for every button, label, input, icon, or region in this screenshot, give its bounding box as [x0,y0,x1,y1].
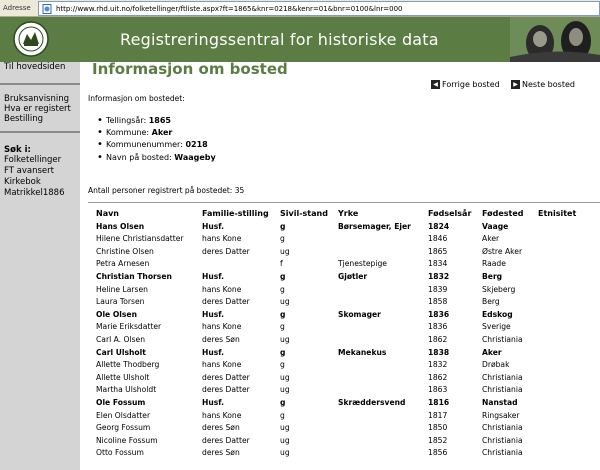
cell-sivil-stand: ug [280,385,290,395]
cell-navn: Ole Olsen [96,309,137,319]
site-header [0,17,600,62]
cell-fodested: Nanstad [482,397,518,407]
cell-navn: Martha Ulsholdt [96,385,157,395]
prev-bosted-label: Forrige bosted [442,79,500,89]
site-title: Registreringssentral for historiske data [120,30,439,49]
column-header-familie-stilling: Familie-stilling [202,209,269,218]
cell-familie-stilling: deres Datter [202,435,250,445]
cell-yrke: Gjøtler [338,271,368,281]
cell-fodselsar: 1824 [428,221,450,231]
cell-familie-stilling: Husf. [202,397,225,407]
cell-fodested: Østre Aker [482,246,523,256]
sidebar-divider [0,131,80,133]
cell-sivil-stand: ug [280,334,290,344]
sidebar [0,62,80,470]
cell-navn: Hans Olsen [96,221,145,231]
sidebar-link-ft-avansert[interactable]: FT avansert [4,166,54,176]
cell-familie-stilling: deres Søn [202,334,240,344]
cell-fodested: Christiania [482,334,523,344]
cell-sivil-stand: g [280,221,286,231]
cell-fodested: Edskog [482,309,513,319]
cell-fodselsar: 1862 [428,372,448,382]
cell-fodselsar: 1832 [428,271,450,281]
cell-navn: Heline Larsen [96,284,148,294]
info-item: • Tellingsår: 1865 [106,116,216,128]
cell-familie-stilling: hans Kone [202,234,242,244]
cell-navn: Otto Fossum [96,448,144,458]
cell-yrke: Mekanekus [338,347,387,357]
sidebar-link-bruksanvisning[interactable]: Bruksanvisning [4,94,70,104]
cell-fodested: Aker [482,234,500,244]
cell-fodselsar: 1862 [428,334,448,344]
cell-fodselsar: 1836 [428,309,450,319]
column-header-yrke: Yrke [338,209,359,218]
cell-fodselsar: 1863 [428,385,448,395]
cell-fodselsar: 1852 [428,435,448,445]
cell-sivil-stand: ug [280,246,290,256]
next-bosted-button[interactable] [511,78,575,90]
sidebar-link-folketellinger[interactable]: Folketellinger [4,155,62,165]
cell-fodested: Christiania [482,372,523,382]
cell-fodested: Christiania [482,448,523,458]
cell-fodested: Christiania [482,385,523,395]
cell-navn: Nicoline Fossum [96,435,158,445]
page-icon [42,4,52,14]
info-item: • Kommune: Aker [106,128,216,140]
cell-sivil-stand: ug [280,448,290,458]
cell-familie-stilling: hans Kone [202,322,242,332]
cell-fodested: Berg [482,297,500,307]
column-header-sivil-stand: Sivil-stand [280,209,328,218]
cell-fodested: Berg [482,271,503,281]
cell-fodselsar: 1839 [428,284,448,294]
address-bar [0,0,600,17]
info-intro: Informasjon om bostedet: [88,94,185,103]
sidebar-link-kirkebok[interactable]: Kirkebok [4,177,41,187]
cell-navn: Marie Eriksdatter [96,322,162,332]
page-title: Informasjon om bosted [92,60,288,78]
cell-navn: Allette Ulsholt [96,372,150,382]
cell-sivil-stand: ug [280,423,290,433]
cell-fodested: Christiania [482,435,523,445]
column-header-fodested: Fødested [482,209,524,218]
sidebar-link-home[interactable]: Til hovedsiden [4,62,66,72]
arrow-left-icon: ◀ [431,80,440,89]
cell-fodselsar: 1816 [428,397,450,407]
info-item: • Kommunenummer: 0218 [106,140,216,152]
divider [88,202,600,203]
person-count: Antall personer registrert på bostedet: 35 [88,186,245,195]
cell-familie-stilling: deres Søn [202,448,240,458]
sidebar-link-matrikkel[interactable]: Matrikkel1886 [4,188,65,198]
sidebar-search-title: Søk i: [4,145,31,155]
info-list [106,116,216,165]
cell-familie-stilling: hans Kone [202,284,242,294]
address-url: http://www.rhd.uit.no/folketellinger/ftliste.aspx?ft=1865&knr=0218&kenr=01&bnr=0100&lnr=000 [56,5,403,13]
cell-fodested: Drøbak [482,360,510,370]
cell-sivil-stand: g [280,234,285,244]
sidebar-link-hva-er-registert[interactable]: Hva er registert [4,104,71,114]
cell-sivil-stand: g [280,322,285,332]
column-header-fodselsar: Fødselsår [428,209,472,218]
cell-fodested: Sverige [482,322,511,332]
cell-sivil-stand: ug [280,435,290,445]
cell-familie-stilling: deres Datter [202,297,250,307]
arrow-right-icon: ▶ [511,80,520,89]
column-header-navn: Navn [96,209,120,218]
cell-fodested: Aker [482,347,502,357]
cell-fodselsar: 1836 [428,322,448,332]
cell-sivil-stand: ug [280,372,290,382]
cell-yrke: Skræddersvend [338,397,406,407]
cell-yrke: Tjenestepige [338,259,387,269]
cell-fodselsar: 1832 [428,360,448,370]
cell-navn: Carl A. Olsen [96,334,146,344]
cell-yrke: Børsemager, Ejer [338,221,411,231]
cell-sivil-stand: g [280,284,285,294]
cell-familie-stilling: Husf. [202,309,225,319]
cell-familie-stilling: Husf. [202,347,225,357]
cell-navn: Hilene Christiansdatter [96,234,184,244]
cell-navn: Christian Thorsen [96,271,172,281]
cell-familie-stilling: Husf. [202,221,225,231]
cell-navn: Petra Arnesen [96,259,150,269]
info-item: • Navn på bosted: Waageby [106,153,216,165]
cell-familie-stilling: Husf. [202,271,225,281]
cell-fodselsar: 1838 [428,347,450,357]
cell-navn: Christine Olsen [96,246,154,256]
cell-fodselsar: 1850 [428,423,448,433]
cell-fodested: Raade [482,259,506,269]
cell-navn: Laura Torsen [96,297,145,307]
cell-fodselsar: 1846 [428,234,448,244]
cell-navn: Ole Fossum [96,397,146,407]
cell-navn: Carl Ulsholt [96,347,146,357]
cell-fodselsar: 1865 [428,246,448,256]
cell-fodselsar: 1817 [428,410,448,420]
cell-familie-stilling: deres Søn [202,423,240,433]
engraving-portrait-icon [510,17,600,62]
cell-familie-stilling: deres Datter [202,246,250,256]
cell-fodested: Skjeberg [482,284,516,294]
cell-navn: Elen Olsdatter [96,410,151,420]
cell-yrke: Skomager [338,309,381,319]
cell-sivil-stand: g [280,410,285,420]
cell-familie-stilling: hans Kone [202,360,242,370]
cell-sivil-stand: g [280,397,286,407]
next-bosted-label: Neste bosted [522,79,575,89]
address-input[interactable] [38,1,600,16]
cell-fodested: Vaage [482,221,509,231]
cell-sivil-stand: g [280,347,286,357]
sidebar-divider [0,83,80,85]
address-label: Adresse [3,4,31,12]
cell-sivil-stand: g [280,271,286,281]
cell-sivil-stand: g [280,309,286,319]
column-header-etnisitet: Etnisitet [538,209,577,218]
cell-fodested: Christiania [482,423,523,433]
cell-familie-stilling: hans Kone [202,410,242,420]
cell-fodselsar: 1856 [428,448,448,458]
cell-familie-stilling: deres Datter [202,385,250,395]
cell-navn: Allette Thodberg [96,360,160,370]
cell-fodested: Ringsaker [482,410,520,420]
cell-navn: Georg Fossum [96,423,151,433]
sidebar-link-bestilling[interactable]: Bestilling [4,114,44,124]
cell-familie-stilling: deres Datter [202,372,250,382]
cell-fodselsar: 1858 [428,297,448,307]
prev-bosted-button[interactable] [431,78,500,90]
university-seal-icon [12,20,50,58]
cell-sivil-stand: g [280,360,285,370]
cell-fodselsar: 1834 [428,259,448,269]
cell-sivil-stand: f [280,259,283,269]
cell-sivil-stand: ug [280,297,290,307]
